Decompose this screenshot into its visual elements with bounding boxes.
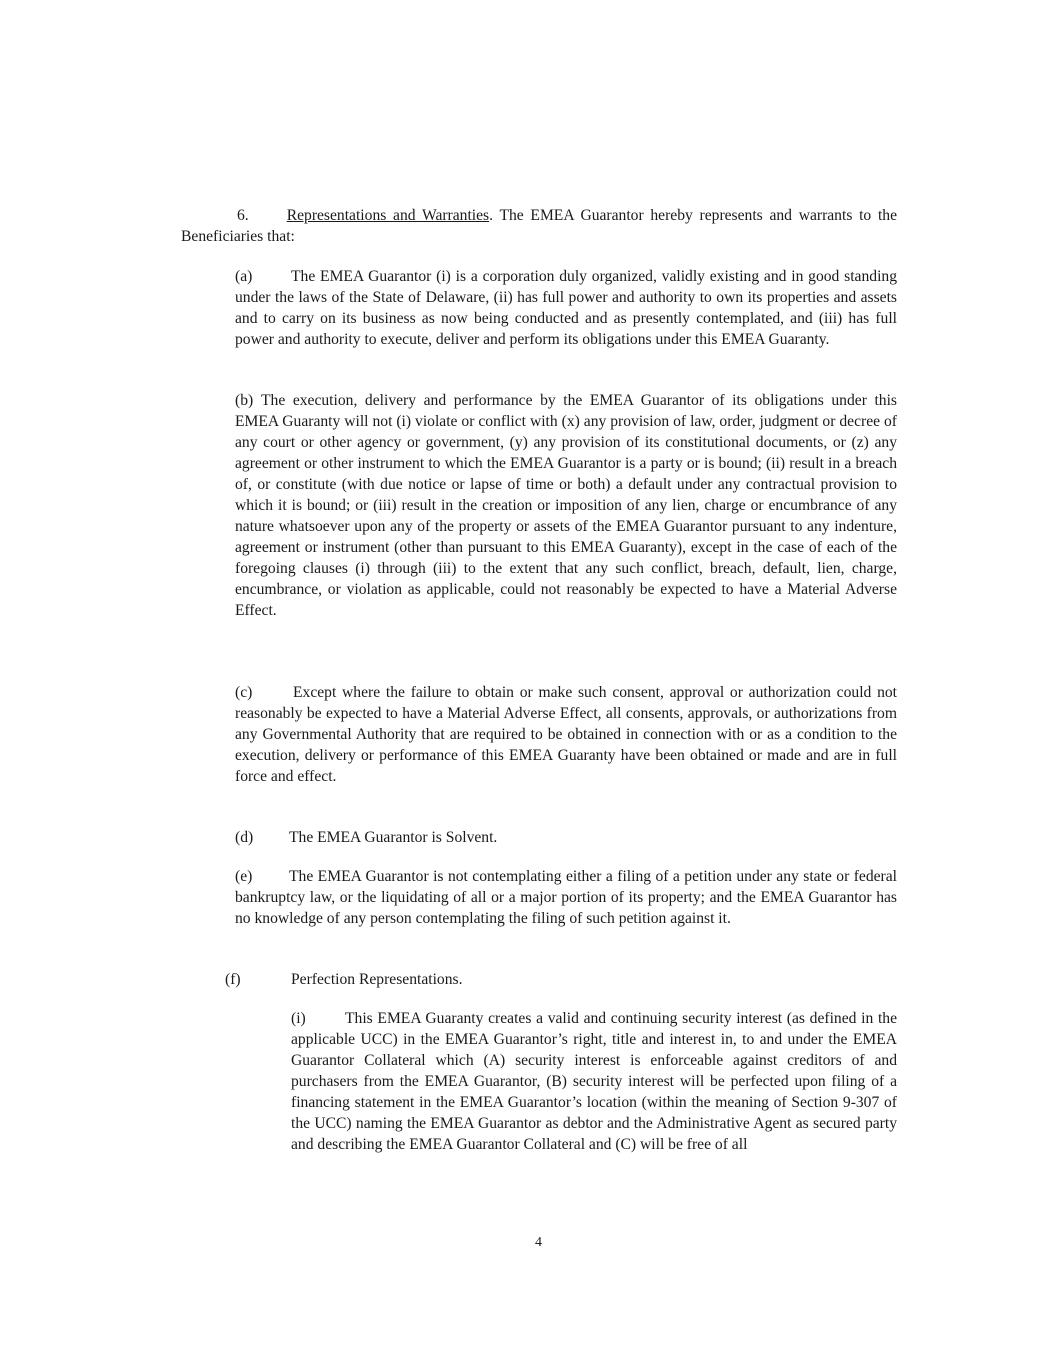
paragraph-text: Perfection Representations. xyxy=(291,971,463,988)
section-6-heading xyxy=(181,205,897,247)
paragraph-a xyxy=(235,266,897,350)
paragraph-label: (e) xyxy=(235,868,253,885)
paragraph-d xyxy=(235,827,897,848)
paragraph-label: (c) xyxy=(235,684,253,701)
paragraph-text: The EMEA Guarantor is Solvent. xyxy=(289,829,498,846)
section-title: Representations and Warranties xyxy=(286,207,490,224)
paragraph-label: (a) xyxy=(235,268,253,285)
paragraph-text: The EMEA Guarantor (i) is a corporation duly organized, validly existing and in good standing under the laws of the State of Delaware, (ii) has full power and authority to own its properties and assets and to carry on its business as now being conducted and as presently contemplated, and (iii) has full power and authority to execute, deliver and perform its obligations under this EMEA Guaranty. xyxy=(235,268,897,348)
paragraph-text: The EMEA Guarantor is not contemplating either a filing of a petition under any state or federal bankruptcy law, or the liquidating of all or a major portion of its property; and the EMEA Guarantor has no knowledge of any person contemplating the filing of such petition against it. xyxy=(235,868,897,927)
page-number: 4 xyxy=(535,1235,542,1250)
section-intro: . The EMEA Guarantor hereby represents and warrants to the Beneficiaries that: xyxy=(181,207,897,245)
subparagraph-label: (i) xyxy=(291,1010,306,1027)
paragraph-label: (d) xyxy=(235,829,254,846)
paragraph-c xyxy=(235,682,897,787)
paragraph-f xyxy=(225,969,897,990)
paragraph-b xyxy=(235,390,897,621)
subparagraph-text: This EMEA Guaranty creates a valid and continuing security interest (as defined in the applicable UCC) in the EMEA Guarantor’s right, title and interest in, to and under the EMEA Guarantor Collateral which (A) security interest is enforceable against creditors of and purchasers from the EMEA Guarantor, (B) security interest will be perfected upon filing of a financing statement in the EMEA Guarantor’s location (within the meaning of Section 9-307 of the UCC) naming the EMEA Guarantor as debtor and the Administrative Agent as secured party and describing the EMEA Guarantor Collateral and (C) will be free of all xyxy=(291,1010,897,1153)
paragraph-text: The execution, delivery and performance by the EMEA Guarantor of its obligations under this EMEA Guaranty will not (i) violate or conflict with (x) any provision of law, order, judgment or decree of any court or other agency or government, (y) any provision of its constitutional documents, or (z) any agreement or other instrument to which the EMEA Guarantor is a party or is bound; (ii) result in a breach of, or constitute (with due notice or lapse of time or both) a default under any contractual provision to which it is bound; or (iii) result in the creation or imposition of any lien, charge or encumbrance of any nature whatsoever upon any of the property or assets of the EMEA Guarantor pursuant to any indenture, agreement or instrument (other than pursuant to this EMEA Guaranty), except in the case of each of the foregoing clauses (i) through (iii) to the extent that any such conflict, breach, default, lien, charge, encumbrance, or violation as applicable, could not reasonably be expected to have a Material Adverse Effect. xyxy=(235,392,897,619)
paragraph-label: (f) xyxy=(225,971,241,988)
paragraph-label: (b) xyxy=(235,392,254,409)
section-number: 6. xyxy=(237,207,249,224)
subparagraph-f-i xyxy=(291,1008,897,1155)
paragraph-text: Except where the failure to obtain or make such consent, approval or authorization could not reasonably be expected to have a Material Adverse Effect, all consents, approvals, or authorizations from any Governmental Authority that are required to be obtained in connection with or as a condition to the execution, delivery or performance of this EMEA Guaranty have been obtained or made and are in full force and effect. xyxy=(235,684,897,785)
paragraph-e xyxy=(235,866,897,929)
